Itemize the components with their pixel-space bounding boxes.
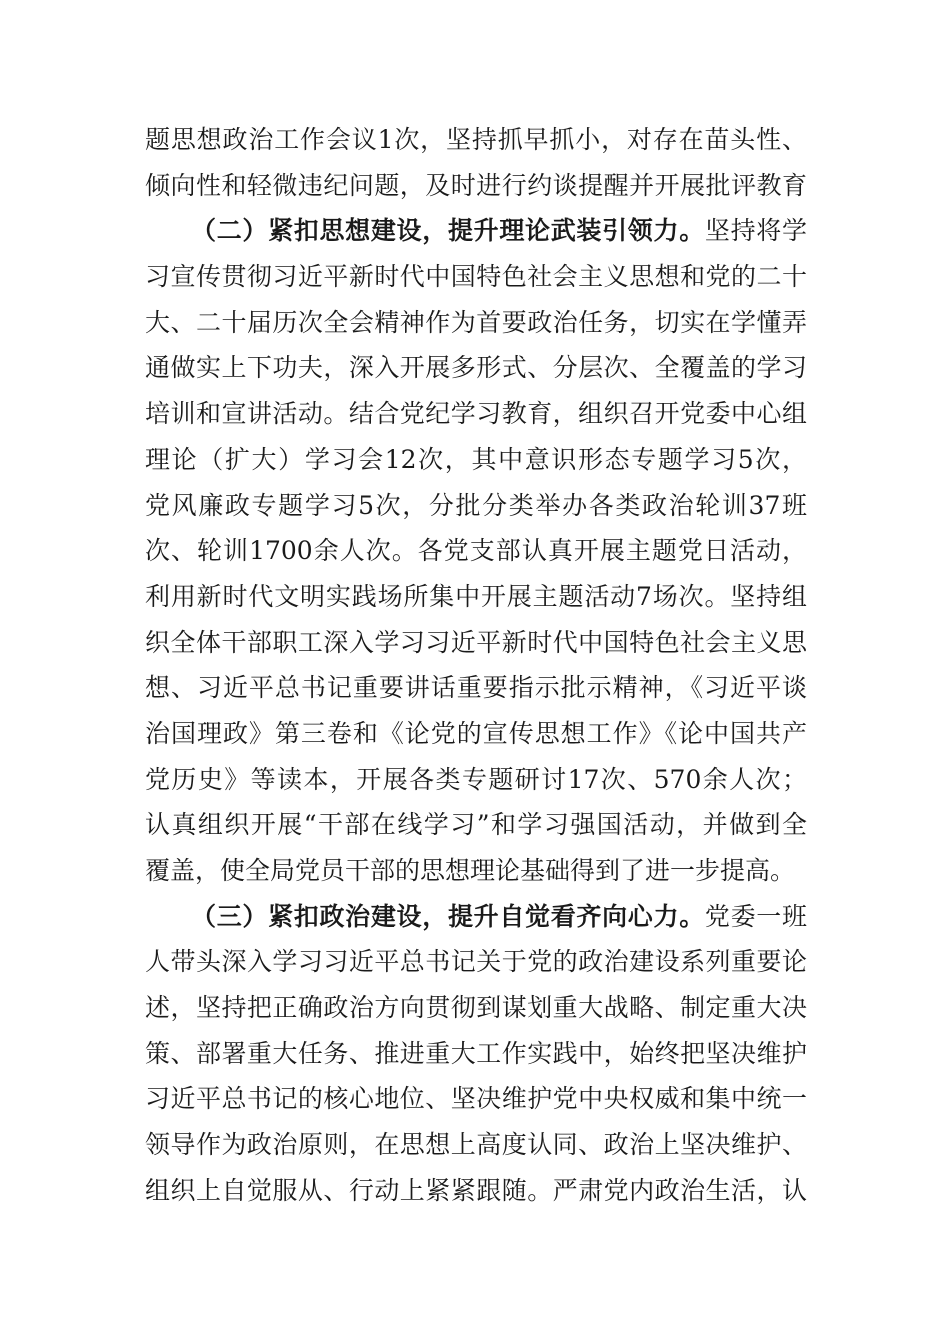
text-line: 习宣传贯彻习近平新时代中国特色社会主义思想和党的二十: [145, 262, 807, 292]
text-line: 理论（扩大）学习会12次，其中意识形态专题学习5次，: [145, 444, 807, 474]
text-line: 党历史》等读本，开展各类专题研讨17次、570余人次；: [145, 764, 807, 794]
text-line: 人带头深入学习习近平总书记关于党的政治建设系列重要论: [145, 947, 807, 977]
text-line: 织全体干部职工深入学习习近平新时代中国特色社会主义思: [145, 627, 807, 657]
section-heading-line: （三）紧扣政治建设，提升自觉看齐向心力。党委一班: [191, 901, 807, 931]
text-line: 习近平总书记的核心地位、坚决维护党中央权威和集中统一: [145, 1084, 807, 1114]
text-line: 党风廉政专题学习5次，分批分类举办各类政治轮训37班: [145, 490, 807, 520]
section-heading: （二）紧扣思想建设，提升理论武装引领力。: [191, 216, 705, 246]
text-line: 治国理政》第三卷和《论党的宣传思想工作》《论中国共产: [145, 718, 807, 748]
text-line: 题思想政治工作会议1次，坚持抓早抓小，对存在苗头性、: [145, 125, 807, 154]
text-line: 培训和宣讲活动。结合党纪学习教育，组织召开党委中心组: [145, 399, 807, 429]
section-heading-line: （二）紧扣思想建设，提升理论武装引领力。坚持将学: [191, 216, 807, 246]
document-page: [145, 117, 807, 1214]
text-line: 通做实上下功夫，深入开展多形式、分层次、全覆盖的学习: [145, 353, 807, 383]
text-line: 倾向性和轻微违纪问题，及时进行约谈提醒并开展批评教育: [145, 170, 807, 200]
text-line: 大、二十届历次全会精神作为首要政治任务，切实在学懂弄: [145, 307, 807, 337]
text-line: 想、习近平总书记重要讲话重要指示批示精神，《习近平谈: [145, 673, 807, 703]
text-line: 述，坚持把正确政治方向贯彻到谋划重大战略、制定重大决: [145, 993, 807, 1023]
text-line: 领导作为政治原则，在思想上高度认同、政治上坚决维护、: [145, 1130, 807, 1160]
text-line: 次、轮训1700余人次。各党支部认真开展主题党日活动，: [145, 536, 807, 566]
text-line: 利用新时代文明实践场所集中开展主题活动7场次。坚持组: [145, 581, 807, 611]
text-line: 策、部署重大任务、推进重大工作实践中，始终把坚决维护: [145, 1038, 807, 1068]
section-heading: （三）紧扣政治建设，提升自觉看齐向心力。: [191, 901, 705, 931]
text-line: 组织上自觉服从、行动上紧紧跟随。严肃党内政治生活，认: [145, 1175, 807, 1205]
text-line: 覆盖，使全局党员干部的思想理论基础得到了进一步提高。: [145, 856, 796, 885]
text-line: 认真组织开展“干部在线学习”和学习强国活动，并做到全: [145, 810, 807, 840]
